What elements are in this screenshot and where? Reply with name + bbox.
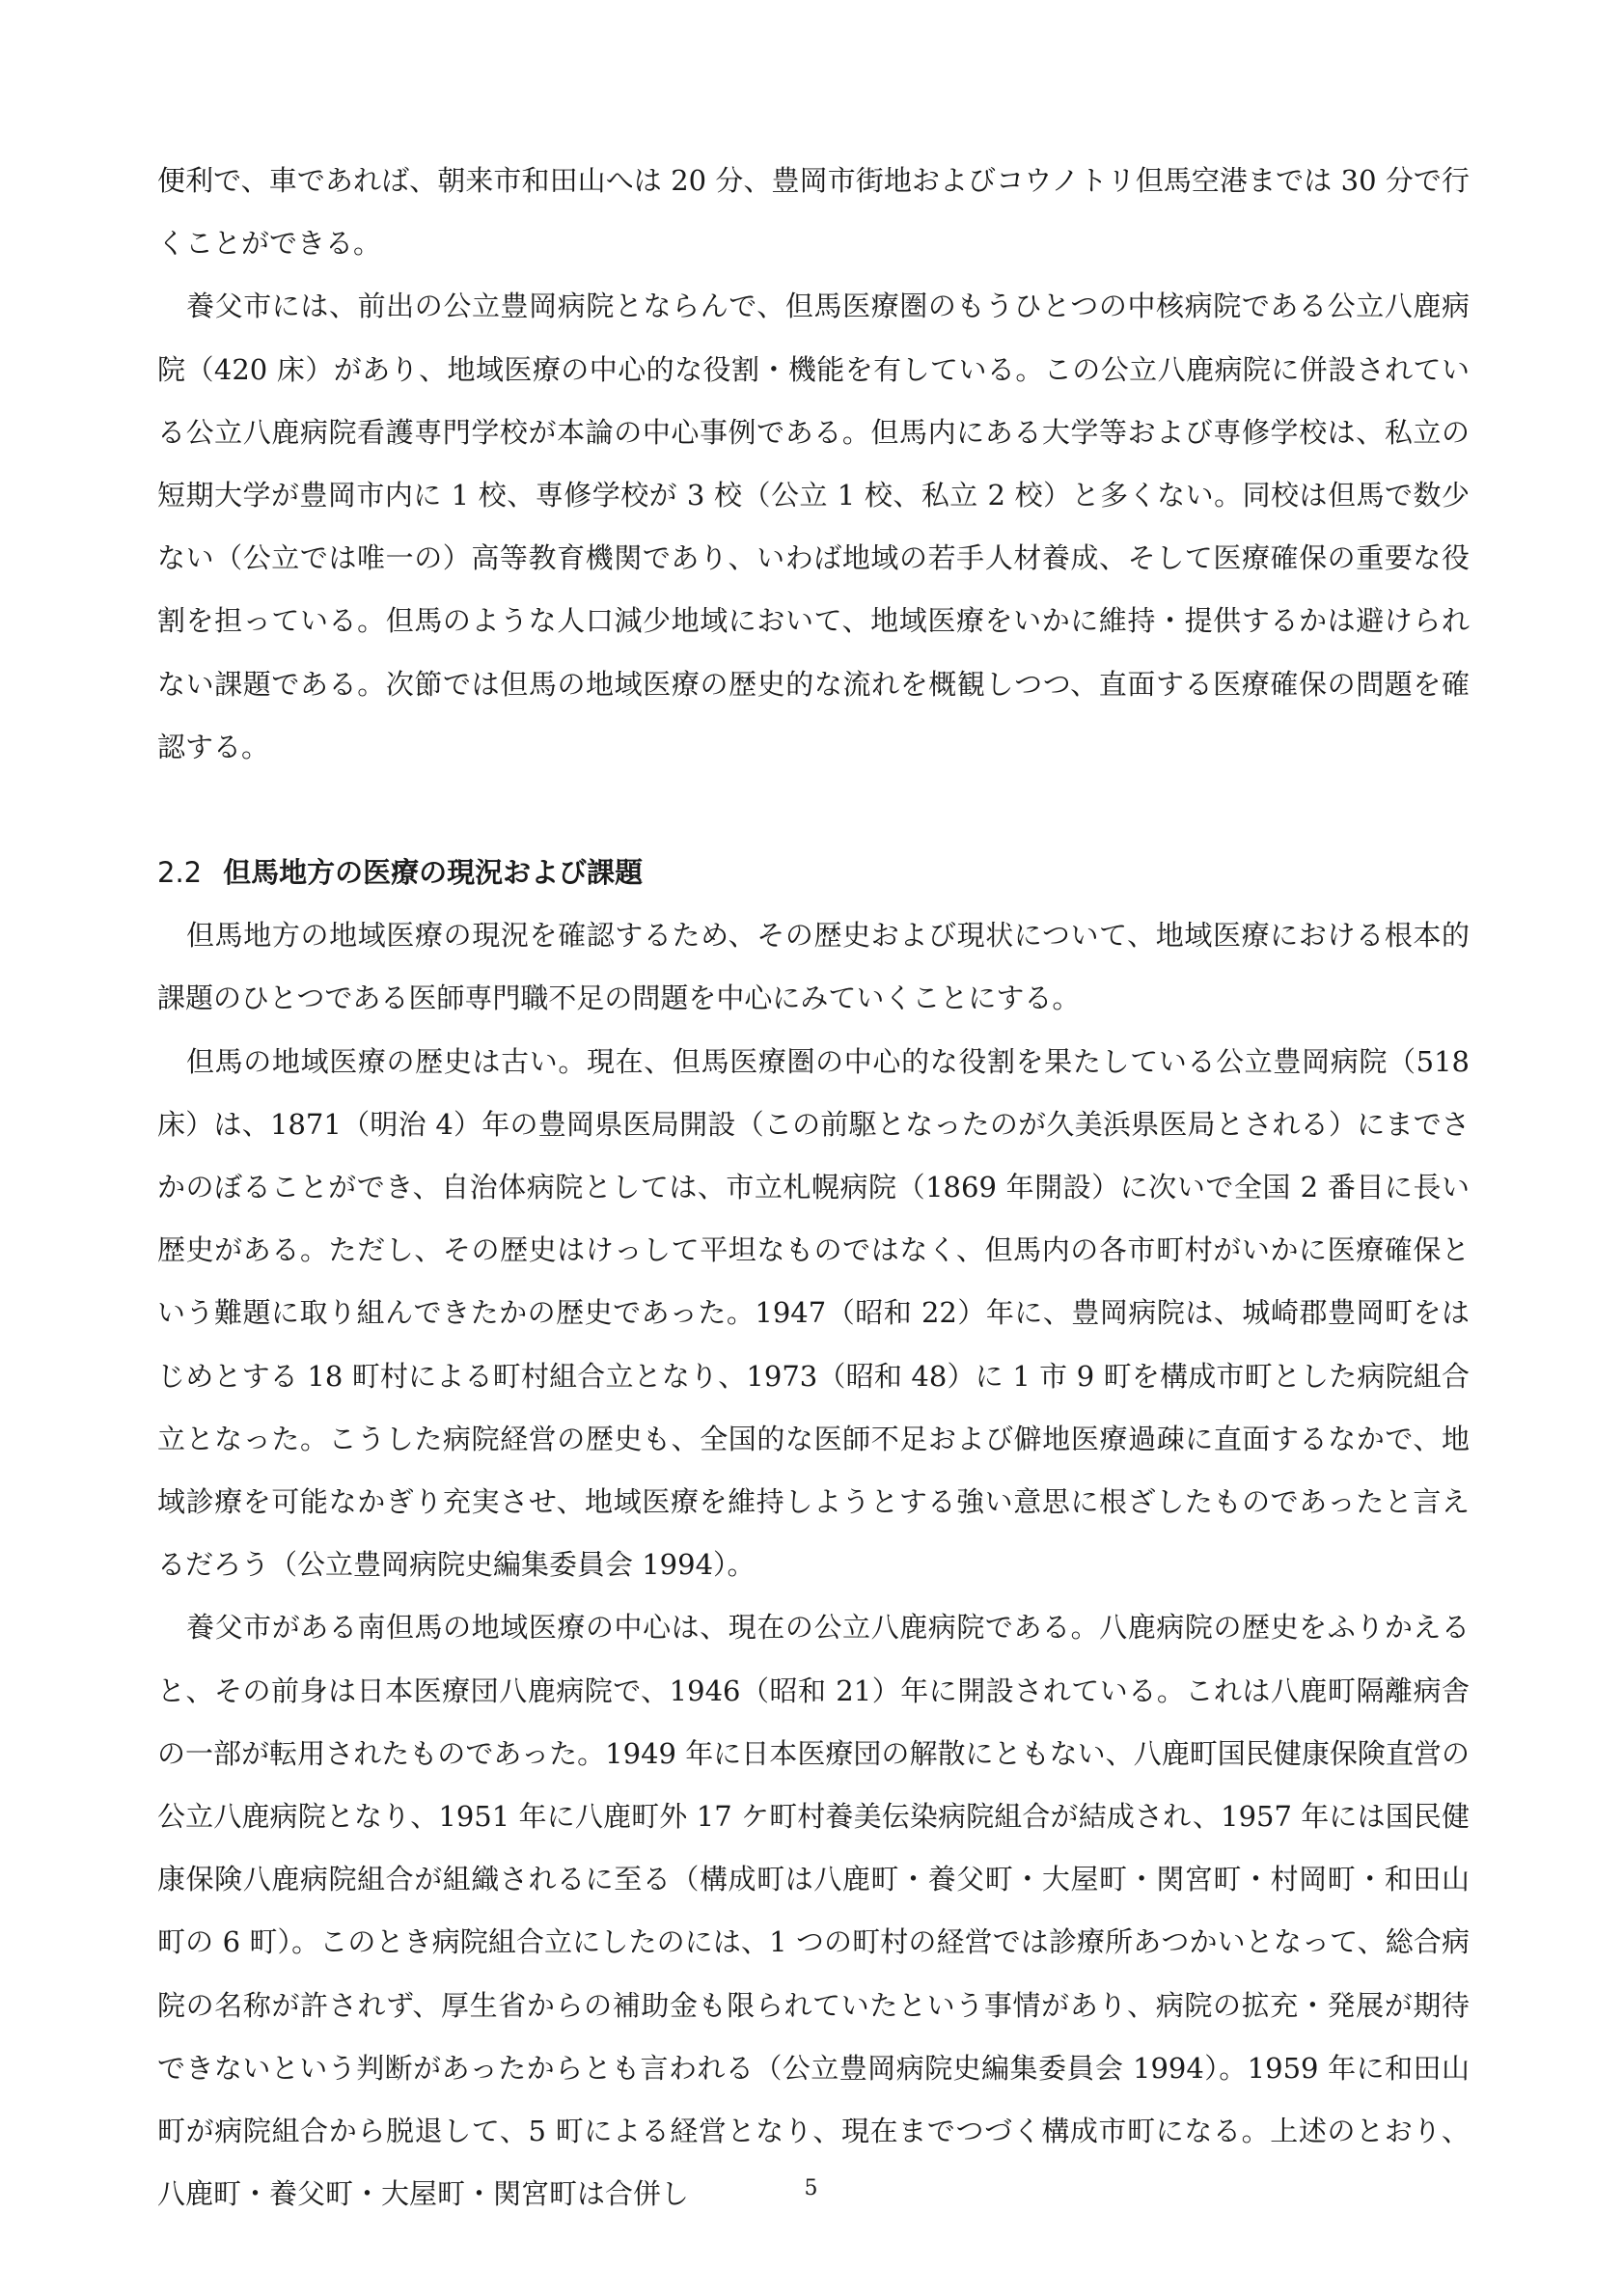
section-number: 2.2 bbox=[157, 856, 203, 890]
paragraph-toyooka-history: 但馬の地域医療の歴史は古い。現在、但馬医療圏の中心的な役割を果たしている公立豊岡病院（518 床）は、1871（明治 4）年の豊岡県医局開設（この前駆となったのが久美浜県医局とされる）にまでさかのぼることができ、自治体病院としては、市立札幌病院（1869 年開設）に次いで全国 2 番目に長い歴史がある。ただし、その歴史はけっして平坦なものではなく、但馬内の各市町村がいかに医療確保という難題に取り組んできたかの歴史であった。1947（昭和 22）年に、豊岡病院は、城崎郡豊岡町をはじめとする 18 町村による町村組合立となり、1973（昭和 48）に 1 市 9 町を構成市町とした病院組合立となった。こうした病院経営の歴史も、全国的な医師不足および僻地医療過疎に直面するなかで、地域診療を可能なかぎり充実させ、地域医療を維持しようとする強い意思に根ざしたものであったと言えるだろう（公立豊岡病院史編集委員会 1994）。 bbox=[157, 1044, 1470, 1582]
paragraph-continuation: 便利で、車であれば、朝来市和田山へは 20 分、豊岡市街地およびコウノトリ但馬空港までは 30 分で行くことができる。 bbox=[157, 164, 1470, 261]
page-number: 5 bbox=[804, 2176, 818, 2200]
paragraph-yoka-history: 養父市がある南但馬の地域医療の中心は、現在の公立八鹿病院である。八鹿病院の歴史をふりかえると、その前身は日本医療団八鹿病院で、1946（昭和 21）年に開設されている。これは八鹿町隔離病舎の一部が転用されたものであった。1949 年に日本医療団の解散にともない、八鹿町国民健康保険直営の公立八鹿病院となり、1951 年に八鹿町外 17 ケ町村養美伝染病院組合が結成され、1957 年には国民健康保険八鹿病院組合が組織されるに至る（構成町は八鹿町・養父町・大屋町・関宮町・村岡町・和田山町の 6 町）。このとき病院組合立にしたのには、1 つの町村の経営では診療所あつかいとなって、総合病院の名称が許されず、厚生省からの補助金も限られていたという事情があり、病院の拡充・発展が期待できないという判断があったからとも言われる（公立豊岡病院史編集委員会 1994）。1959 年に和田山町が病院組合から脱退して、5 町による経営となり、現在までつづく構成市町になる。上述のとおり、八鹿町・養父町・大屋町・関宮町は合併し bbox=[157, 1611, 1470, 2211]
paragraph-intro: 但馬地方の地域医療の現況を確認するため、その歴史および現状について、地域医療における根本的課題のひとつである医師専門職不足の問題を中心にみていくことにする。 bbox=[157, 919, 1470, 1015]
paragraph-yabu-hospital: 養父市には、前出の公立豊岡病院とならんで、但馬医療圏のもうひとつの中核病院である公立八鹿病院（420 床）があり、地域医療の中心的な役割・機能を有している。この公立八鹿病院に併設されている公立八鹿病院看護専門学校が本論の中心事例である。但馬内にある大学等および専修学校は、私立の短期大学が豊岡市内に 1 校、専修学校が 3 校（公立 1 校、私立 2 校）と多くない。同校は但馬で数少ない（公立では唯一の）高等教育機関であり、いわば地域の若手人材養成、そして医療確保の重要な役割を担っている。但馬のような人口減少地域において、地域医療をいかに維持・提供するかは避けられない課題である。次節では但馬の地域医療の歴史的な流れを概観しつつ、直面する医療確保の問題を確認する。 bbox=[157, 290, 1470, 763]
section-spacer bbox=[157, 779, 1470, 842]
section-heading bbox=[157, 842, 1470, 904]
section-title: 但馬地方の医療の現況および課題 bbox=[223, 856, 644, 890]
document-page bbox=[157, 150, 1470, 2227]
